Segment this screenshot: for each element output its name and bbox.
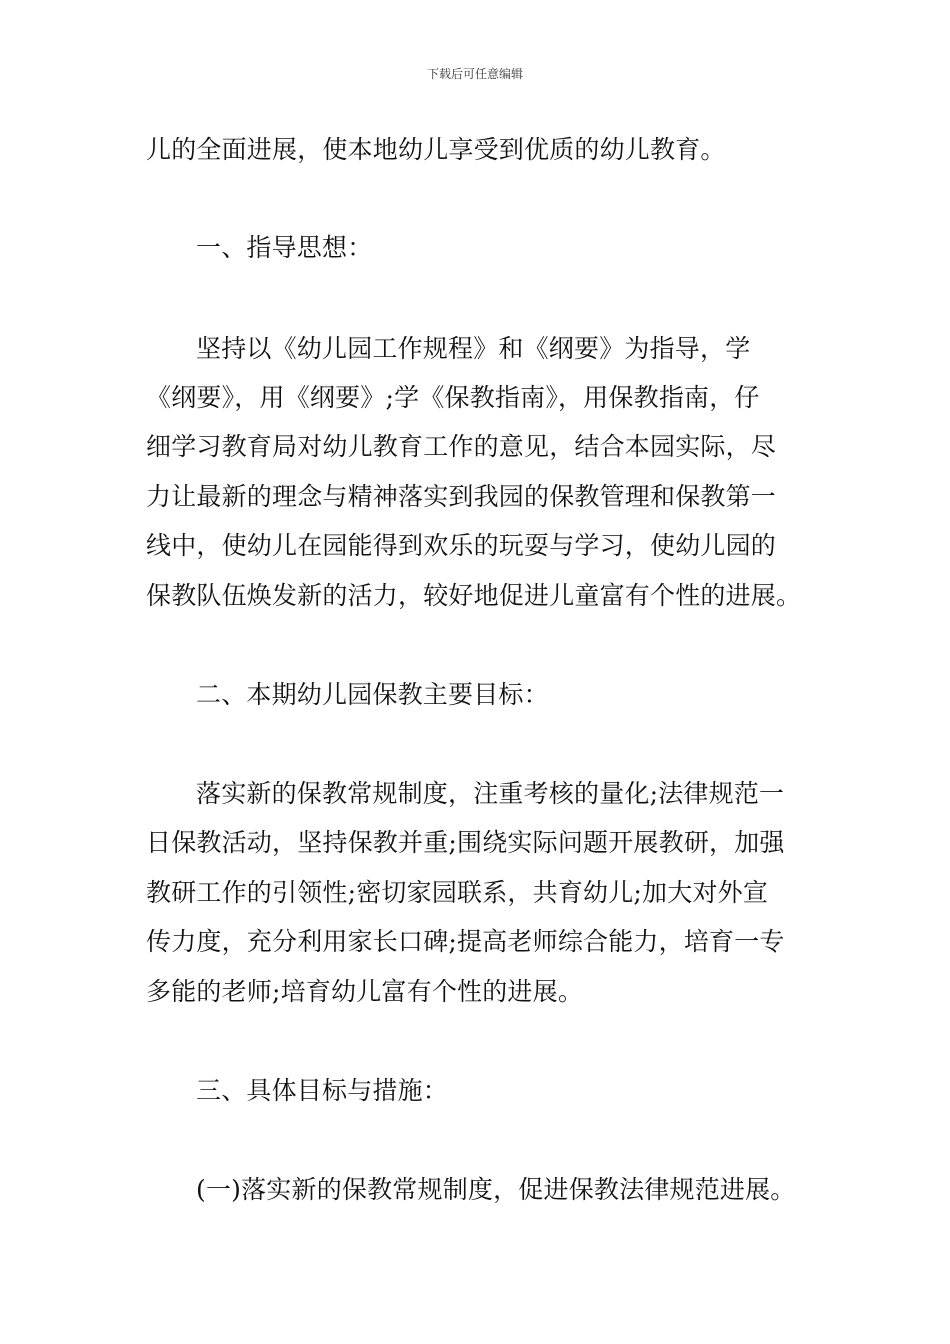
- paragraph-line: 保教队伍焕发新的活力，较好地促进儿童富有个性的进展。: [146, 581, 802, 610]
- paragraph-line: 传力度，充分利用家长口碑;提高老师综合能力，培育一专: [146, 927, 785, 956]
- paragraph-line: 教研工作的引领性;密切家园联系，共育幼儿;加大对外宣: [146, 878, 769, 907]
- paragraph-line: 日保教活动，坚持保教并重;围绕实际问题开展教研，加强: [146, 828, 785, 857]
- section-heading-specific-goals: 三、具体目标与措施：: [196, 1076, 449, 1105]
- paragraph-line: 坚持以《幼儿园工作规程》和《纲要》为指导，学: [196, 334, 751, 363]
- paragraph-line: 《纲要》，用《纲要》;学《保教指南》，用保教指南，仔: [146, 383, 760, 412]
- body-line-continuation: 儿的全面进展，使本地幼儿享受到优质的幼儿教育。: [146, 135, 726, 164]
- paragraph-line: 落实新的保教常规制度，注重考核的量化;法律规范一: [196, 779, 785, 808]
- paragraph-line: 力让最新的理念与精神落实到我园的保教管理和保教第一: [146, 482, 777, 511]
- paragraph-line: 多能的老师;培育幼儿富有个性的进展。: [146, 977, 584, 1006]
- page-header-note: 下载后可任意编辑: [426, 67, 523, 81]
- section-heading-guiding-ideology: 一、指导思想：: [196, 233, 373, 262]
- paragraph-line: 线中，使幼儿在园能得到欢乐的玩耍与学习，使幼儿园的: [146, 531, 777, 560]
- paragraph-line: 细学习教育局对幼儿教育工作的意见，结合本园实际，尽: [146, 432, 777, 461]
- section-heading-main-goals: 二、本期幼儿园保教主要目标：: [196, 680, 549, 709]
- subsection-heading: (一)落实新的保教常规制度，促进保教法律规范进展。: [196, 1175, 796, 1204]
